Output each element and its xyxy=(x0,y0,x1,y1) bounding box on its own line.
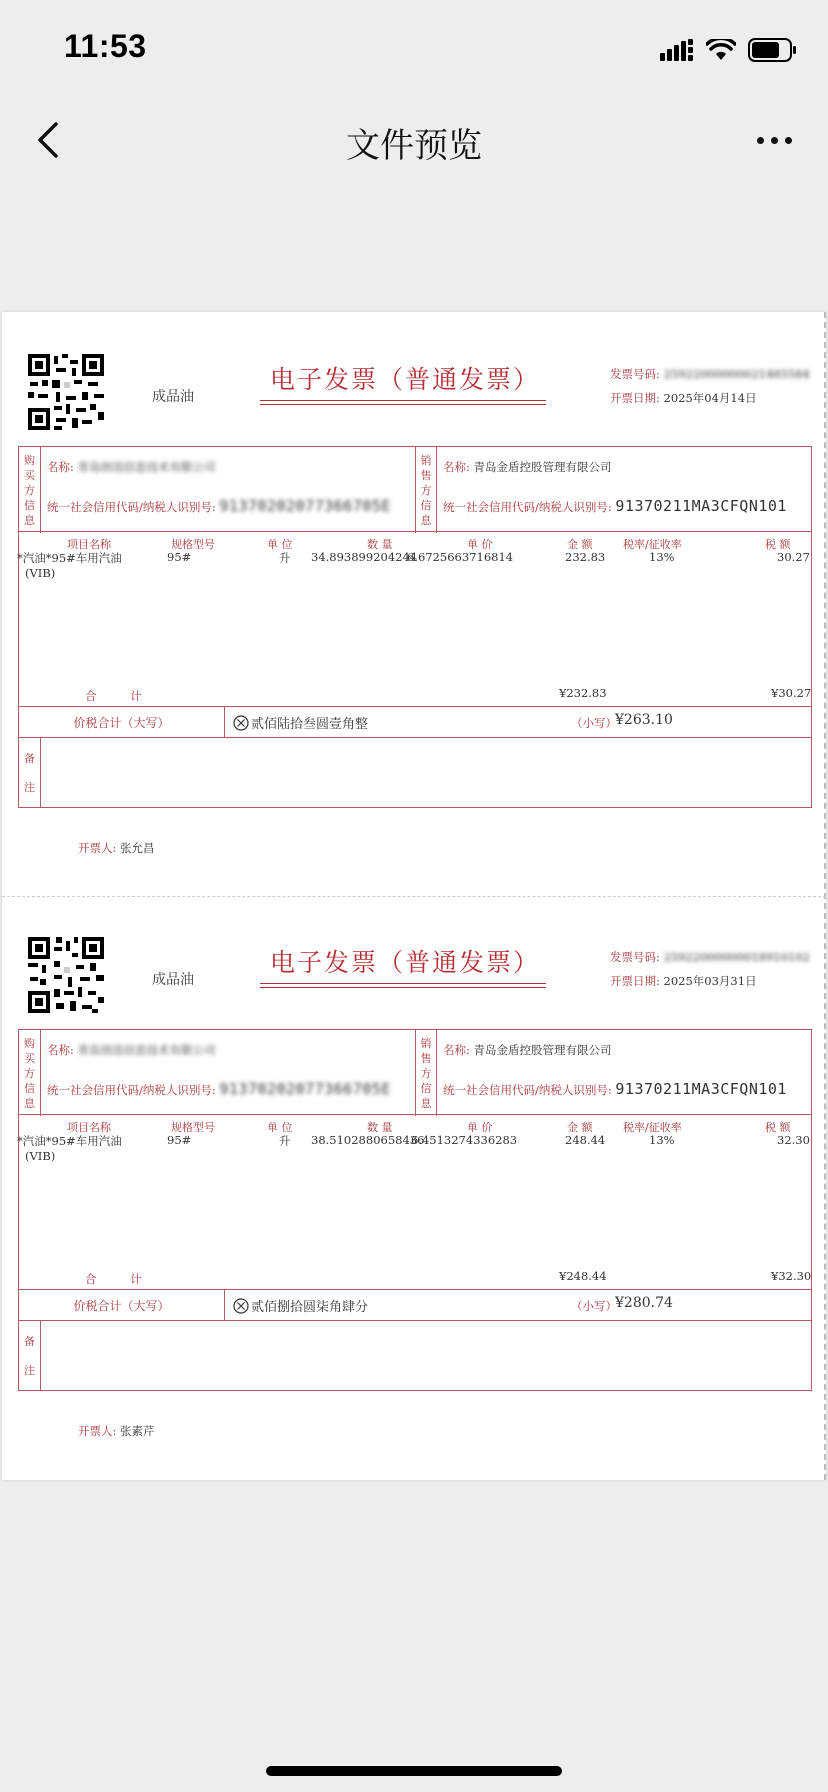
cellular-signal-icon xyxy=(660,39,694,61)
col-header-tax: 税 额 xyxy=(765,1121,791,1134)
item-amount: 232.83 xyxy=(565,550,606,564)
seller-label: 销 售 方 信 息 xyxy=(415,1030,437,1116)
invoice-title: 电子发票（普通发票） xyxy=(269,365,540,394)
invoice-date-label: 开票日期: xyxy=(610,391,660,405)
sum-small-label: （小写） xyxy=(571,716,617,730)
title-rule xyxy=(260,983,546,984)
parties-box xyxy=(18,446,812,532)
invoice-date-row xyxy=(610,973,757,989)
col-header-tax: 税 额 xyxy=(765,538,791,551)
col-header-amount: 金 额 xyxy=(567,538,593,551)
sum-label: 价税合计（大写） xyxy=(19,707,225,737)
remark-box xyxy=(18,1321,812,1391)
sum-small-label: （小写） xyxy=(571,1299,617,1313)
issuer-name: 张素芹 xyxy=(120,1424,155,1438)
item-price: 6.4513274336283 xyxy=(411,1133,518,1147)
seller-taxid: 91370211MA3CFQN101 xyxy=(615,497,787,515)
sum-chinese: 贰佰陆拾叁圆壹角整 xyxy=(233,713,368,732)
more-dot-icon xyxy=(771,137,778,144)
invoice-title: 电子发票（普通发票） xyxy=(269,948,540,977)
invoice-date: 2025年03月31日 xyxy=(663,974,757,988)
invoice-date-row xyxy=(610,390,757,406)
buyer-name-row: 名称: 青岛创迅信息技术有限公司 xyxy=(47,460,216,474)
sum-chinese: 贰佰捌拾圆柒角肆分 xyxy=(233,1296,368,1315)
total-label: 合 计 xyxy=(85,689,142,703)
item-name: *汽油*95#车用汽油 xyxy=(17,1134,122,1148)
qr-code-icon xyxy=(26,352,106,432)
battery-icon xyxy=(748,38,798,62)
invoice-number: 25922000000021485584 xyxy=(663,367,810,381)
col-header-name: 项目名称 xyxy=(67,538,111,551)
invoice-2 xyxy=(2,895,826,1475)
document-preview[interactable] xyxy=(2,312,826,1480)
status-time: 11:53 xyxy=(64,28,147,64)
parties-box xyxy=(18,1029,812,1115)
circled-x-icon xyxy=(233,1298,249,1314)
invoice-number-label: 发票号码: xyxy=(610,367,660,381)
issuer-name: 张允昌 xyxy=(120,841,155,855)
col-header-rate: 税率/征收率 xyxy=(623,538,682,551)
home-indicator[interactable] xyxy=(266,1766,562,1776)
col-header-qty: 数 量 xyxy=(367,1121,393,1134)
col-header-rate: 税率/征收率 xyxy=(623,1121,682,1134)
item-qty: 34.893899204244 xyxy=(311,550,418,564)
items-table xyxy=(18,532,812,706)
seller-name: 青岛金盾控股管理有限公司 xyxy=(473,1043,612,1057)
circled-x-icon xyxy=(233,715,249,731)
status-bar xyxy=(0,0,828,100)
sum-small-value: ¥280.74 xyxy=(615,1295,673,1311)
remark-label: 备 注 xyxy=(19,1321,41,1390)
buyer-name: 青岛创迅信息技术有限公司 xyxy=(77,460,216,474)
total-tax: ¥32.30 xyxy=(771,1269,812,1283)
more-dot-icon xyxy=(785,137,792,144)
total-label: 合 计 xyxy=(85,1272,142,1286)
col-header-unit: 单 位 xyxy=(267,538,293,551)
buyer-label: 购 买 方 信 息 xyxy=(19,1030,41,1116)
product-type: 成品油 xyxy=(152,389,194,405)
more-dot-icon xyxy=(757,137,764,144)
buyer-name: 青岛创迅信息技术有限公司 xyxy=(77,1043,216,1057)
nav-bar xyxy=(0,100,828,180)
issuer-row: 开票人: 张允昌 xyxy=(78,841,155,855)
title-rule xyxy=(260,404,546,405)
total-tax: ¥30.27 xyxy=(771,686,812,700)
more-button[interactable] xyxy=(748,120,800,160)
total-amount: ¥232.83 xyxy=(559,686,607,700)
sum-small-value: ¥263.10 xyxy=(615,712,673,728)
sum-row xyxy=(18,1289,812,1321)
item-tax: 32.30 xyxy=(777,1133,810,1147)
item-price: 6.6725663716814 xyxy=(407,550,514,564)
col-header-amount: 金 额 xyxy=(567,1121,593,1134)
buyer-taxid-row: 统一社会信用代码/纳税人识别号: 91370202077366705E xyxy=(47,1080,391,1098)
col-header-unit: 单 位 xyxy=(267,1121,293,1134)
col-header-price: 单 价 xyxy=(467,538,493,551)
invoice-number-row xyxy=(610,949,810,965)
item-name-suffix: (VIB) xyxy=(25,1149,56,1163)
seller-taxid-row: 统一社会信用代码/纳税人识别号: 91370211MA3CFQN101 xyxy=(443,1080,787,1098)
item-qty: 38.5102880658436 xyxy=(311,1133,425,1147)
item-amount: 248.44 xyxy=(565,1133,606,1147)
item-spec: 95# xyxy=(167,550,192,564)
title-rule xyxy=(260,987,546,988)
seller-name: 青岛金盾控股管理有限公司 xyxy=(473,460,612,474)
item-tax: 30.27 xyxy=(777,550,810,564)
buyer-taxid: 91370202077366705E xyxy=(219,497,391,515)
col-header-name: 项目名称 xyxy=(67,1121,111,1134)
seller-taxid: 91370211MA3CFQN101 xyxy=(615,1080,787,1098)
page-title: 文件预览 xyxy=(346,126,482,166)
invoice-number-row xyxy=(610,366,810,382)
issuer-row: 开票人: 张素芹 xyxy=(78,1424,155,1438)
buyer-taxid-row: 统一社会信用代码/纳税人识别号: 91370202077366705E xyxy=(47,497,391,515)
total-amount: ¥248.44 xyxy=(559,1269,607,1283)
invoice-number-label: 发票号码: xyxy=(610,950,660,964)
items-table xyxy=(18,1115,812,1289)
invoice-date-label: 开票日期: xyxy=(610,974,660,988)
seller-taxid-row: 统一社会信用代码/纳税人识别号: 91370211MA3CFQN101 xyxy=(443,497,787,515)
item-name: *汽油*95#车用汽油 xyxy=(17,551,122,565)
invoice-date: 2025年04月14日 xyxy=(663,391,757,405)
item-spec: 95# xyxy=(167,1133,192,1147)
buyer-taxid: 91370202077366705E xyxy=(219,1080,391,1098)
title-rule xyxy=(260,400,546,401)
item-unit: 升 xyxy=(279,551,291,565)
buyer-name-row: 名称: 青岛创迅信息技术有限公司 xyxy=(47,1043,216,1057)
item-name-suffix: (VIB) xyxy=(25,566,56,580)
invoice-1 xyxy=(2,312,826,892)
buyer-label: 购 买 方 信 息 xyxy=(19,447,41,533)
seller-label: 销 售 方 信 息 xyxy=(415,447,437,533)
seller-name-row: 名称: 青岛金盾控股管理有限公司 xyxy=(443,1043,612,1057)
status-icons xyxy=(660,36,798,64)
remark-box xyxy=(18,738,812,808)
remark-label: 备 注 xyxy=(19,738,41,807)
col-header-qty: 数 量 xyxy=(367,538,393,551)
sum-label: 价税合计（大写） xyxy=(19,1290,225,1320)
qr-code-icon xyxy=(26,935,106,1015)
wifi-icon xyxy=(706,39,736,61)
col-header-price: 单 价 xyxy=(467,1121,493,1134)
item-rate: 13% xyxy=(649,1133,675,1147)
invoice-number: 25922000000018910102 xyxy=(663,950,810,964)
item-unit: 升 xyxy=(279,1134,291,1148)
col-header-spec: 规格型号 xyxy=(171,538,215,551)
sum-row xyxy=(18,706,812,738)
seller-name-row: 名称: 青岛金盾控股管理有限公司 xyxy=(443,460,612,474)
col-header-spec: 规格型号 xyxy=(171,1121,215,1134)
item-rate: 13% xyxy=(649,550,675,564)
product-type: 成品油 xyxy=(152,972,194,988)
